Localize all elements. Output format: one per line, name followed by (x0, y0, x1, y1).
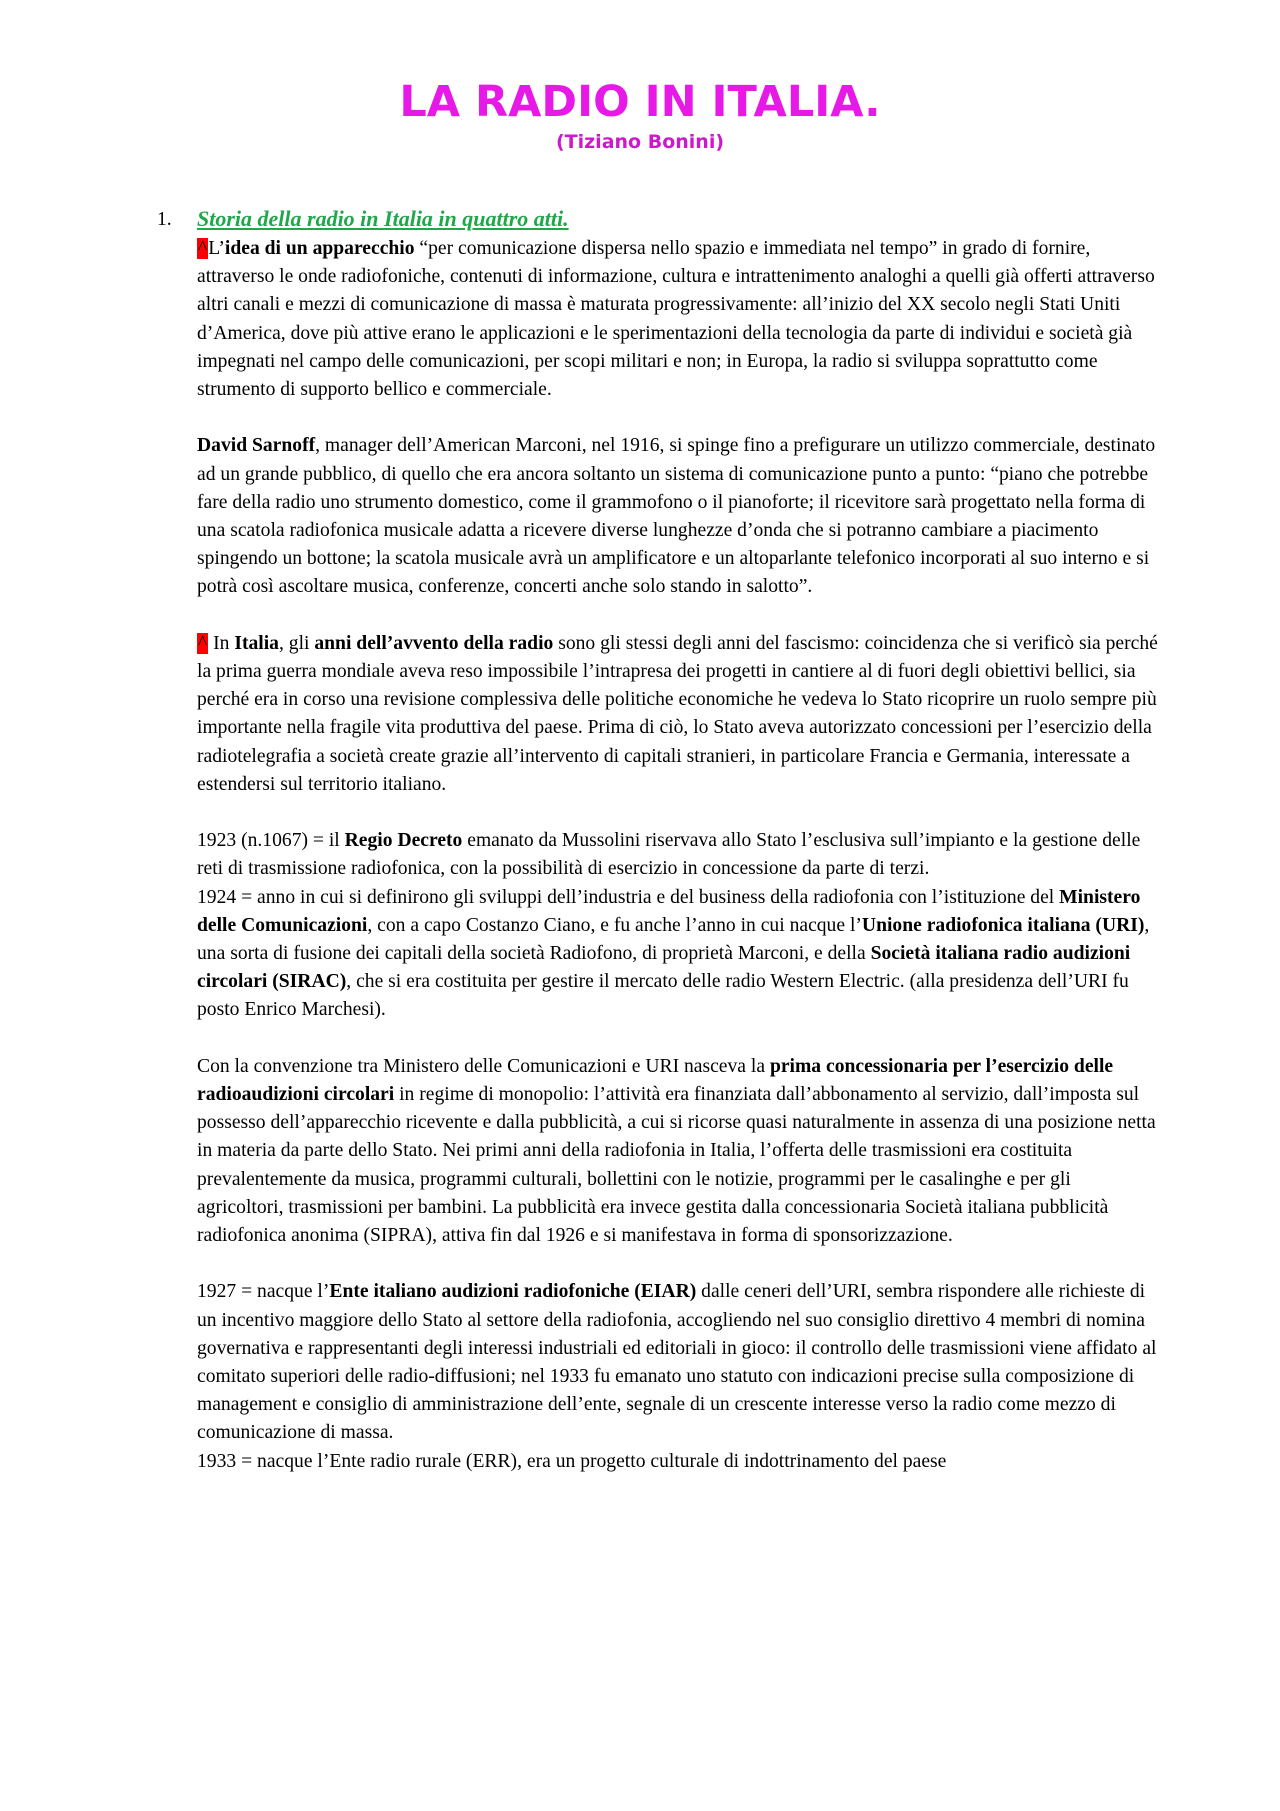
document-body (197, 235, 1162, 1476)
section-number: 1. (157, 209, 172, 230)
comment-marker[interactable]: ^ (198, 632, 208, 654)
document-title: LA RADIO IN ITALIA. (399, 77, 881, 127)
paragraph-1923-1924: 1923 (n.1067) = il Regio Decreto emanato da Mussolini riservava allo Stato l’esclusiva sull’impianto e la gestione delle reti di trasmissione radiofonica, con la possibilità di esercizio in concessione da parte di terzi. 1924 = anno in cui si definirono gli sviluppi dell’industria e del business della radiofonia con l’istituzione del Ministero delle Comunicazioni, con a capo Costanzo Ciano, e fu anche l’anno in cui nacque l’Unione radiofonica italiana (URI), una sorta di fusione dei capitali della società Radiofono, di proprietà Marconi, e della Società italiana radio audizioni circolari (SIRAC), che si era costituita per gestire il mercato delle radio Western Electric. (alla presidenza dell’URI fu posto Enrico Marchesi). (197, 830, 1150, 1021)
section-heading: Storia della radio in Italia in quattro atti. (197, 206, 569, 231)
document-author: (Tiziano Bonini) (555, 131, 725, 153)
comment-marker[interactable]: ^ (198, 238, 208, 259)
paragraph-convenzione: Con la convenzione tra Ministero delle Comunicazioni e URI nasceva la prima concessionaria per l’esercizio delle radioaudizioni circolari in regime di monopolio: l’attività era finanziata dall’abbonamento al servizio, dall’imposta sul possesso dell’apparecchio ricevente e dalla pubblicità, a cui si ricorse quasi naturalmente in assenza di una posizione netta in materia da parte dello Stato. Nei primi anni della radiofonia in Italia, l’offerta delle trasmissioni era costituita prevalentemente da musica, programmi culturali, bollettini con le notizie, programmi per le casalinghe e per gli agricoltori, trasmissioni per bambini. La pubblicità era invece gestita dalla concessionaria Società italiana pubblicità radiofonica anonima (SIPRA), attiva fin dal 1926 e si manifestava in forma di sponsorizzazione. (197, 1055, 1156, 1247)
paragraph-italia: ^ In Italia, gli anni dell’avvento della radio sono gli stessi degli anni del fascismo: coincidenza che si verificò sia perché la prima guerra mondiale aveva reso impossibile l’intrapresa dei progetti in cantiere al di fuori degli obiettivi bellici, sia perché era in corso una revisione complessiva delle politiche economiche he vedeva lo Stato ricoprire un ruolo sempre più importante nella fragile vita produttiva del paese. Prima di ciò, lo Stato aveva autorizzato concessioni per l’esercizio della radiotelegrafia a società create grazie all’intervento di capitali stranieri, in particolare Francia e Germania, interessate a estendersi sul territorio italiano. (197, 632, 1158, 795)
paragraph-sarnoff: David Sarnoff, manager dell’American Marconi, nel 1916, si spinge fino a prefigurare un utilizzo commerciale, destinato ad un grande pubblico, di quello che era ancora soltanto un sistema di comunicazione punto a punto: “piano che potrebbe fare della radio uno strumento domestico, come il grammofono o il pianoforte; il ricevitore sarà progettato nella forma di una scatola radiofonica musicale adatta a ricevere diverse lunghezze d’onda che si potranno cambiare a piacimento spingendo un bottone; la scatola musicale avrà un amplificatore e un altoparlante telefonico incorporati al suo interno e si potrà così ascoltare musica, conferenze, concerti anche solo stando in salotto”. (197, 435, 1156, 598)
paragraph-1927-1933: 1927 = nacque l’Ente italiano audizioni radiofoniche (EIAR) dalle ceneri dell’URI, sembra rispondere alle richieste di un incentivo maggiore dello Stato al settore della radiofonia, accogliendo nel suo consiglio direttivo 4 membri di nomina governativa e rappresentanti degli interessi industriali ed editoriali in gioco: il controllo delle trasmissioni viene affidato al comitato superiori delle radio-diffusioni; nel 1933 fu emanato uno statuto con indicazioni precise sulla composizione di management e consiglio di amministrazione dell’ente, segnale di un crescente interesse verso la radio come mezzo di comunicazione di massa. 1933 = nacque l’Ente radio rurale (ERR), era un progetto culturale di indottrinamento del paese (197, 1281, 1157, 1472)
paragraph-idea: ^L’idea di un apparecchio “per comunicazione dispersa nello spazio e immediata nel tempo” in grado di fornire, attraverso le onde radiofoniche, contenuti di informazione, cultura e intrattenimento analoghi a quelli già offerti attraverso altri canali e mezzi di comunicazione di massa è maturata progressivamente: all’inizio del XX secolo negli Stati Uniti d’America, dove più attive erano le applicazioni e le sperimentazioni della tecnologia da parte di individui e società già impegnati nel campo delle comunicazioni, per scopi militari e non; in Europa, la radio si sviluppa soprattutto come strumento di supporto bellico e commerciale. (197, 238, 1155, 401)
